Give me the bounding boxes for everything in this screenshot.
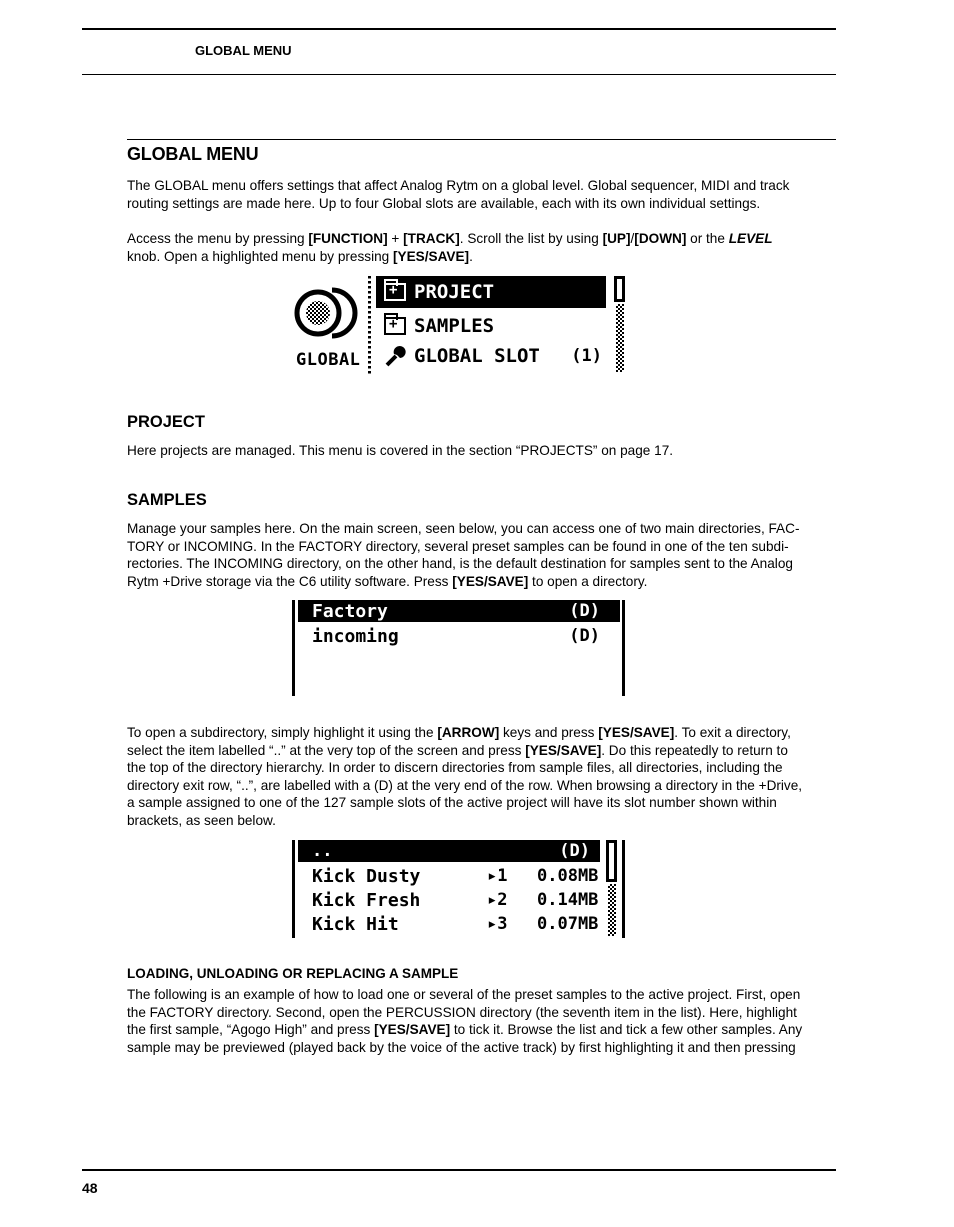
loading-line: The following is an example of how to load one or several of the preset samples to the active project. First, open xyxy=(127,987,801,1002)
subdir-line: a sample assigned to one of the 127 sample slots of the active project will have its slot number shown within xyxy=(127,795,777,810)
loading-title: LOADING, UNLOADING OR REPLACING A SAMPLE xyxy=(127,966,459,981)
samples-line: rectories. The INCOMING directory, on the other hand, is the default destination for samples sent to the Analog xyxy=(127,556,793,571)
right-frame xyxy=(622,840,625,938)
global-label: GLOBAL xyxy=(296,350,361,370)
file-row[interactable]: Kick Dusty ▸1 0.08MB xyxy=(312,865,599,887)
subdir-line: directory exit row, “..”, are labelled with a (D) at the very end of the row. When browsing a directory in the +Drive, xyxy=(127,777,803,793)
subdir-line: the top of the directory hierarchy. In order to discern directories from sample files, all directories, including the xyxy=(127,760,783,775)
subdirectory-paragraph xyxy=(127,724,839,829)
samples-line-last: Rytm +Drive storage via the C6 utility software. Press [YES/SAVE] to open a directory. xyxy=(127,573,648,589)
intro-line: The GLOBAL menu offers settings that affect Analog Rytm on a global level. Global sequencer, MIDI and track xyxy=(127,178,790,193)
scrollbar-track xyxy=(616,304,624,372)
lcd-directories xyxy=(288,598,628,700)
header-bottom-rule xyxy=(82,74,836,75)
menu-item-project[interactable]: + PROJECT xyxy=(376,276,606,308)
samples-line: Manage your samples here. On the main screen, seen below, you can access one of two main directories, FAC- xyxy=(127,521,800,536)
running-header: GLOBAL MENU xyxy=(195,43,292,58)
dir-row-factory[interactable]: Factory (D) xyxy=(298,600,620,622)
page-number: 48 xyxy=(82,1180,98,1196)
file-row[interactable]: Kick Fresh ▸2 0.14MB xyxy=(312,889,599,911)
lcd-sample-files xyxy=(288,838,628,940)
loading-line: the first sample, “Agogo High” and press [YES/SAVE] to tick it. Browse the list and tick a few other samples. Any xyxy=(127,1022,803,1037)
left-frame xyxy=(292,600,295,696)
lcd-global-menu xyxy=(288,272,628,376)
subdir-line-2: select the item labelled “..” at the very top of the screen and press [YES/SAVE]. Do this repeatedly to return to xyxy=(127,742,788,758)
samples-line: TORY or INCOMING. In the FACTORY directory, several preset samples can be found in one of the ten subdi- xyxy=(127,538,789,554)
scrollbar-track xyxy=(608,884,616,936)
dir-row-incoming[interactable]: incoming (D) xyxy=(312,625,600,647)
menu-item-global-slot[interactable]: GLOBAL SLOT (1) xyxy=(376,342,606,370)
project-paragraph: Here projects are managed. This menu is covered in the section “PROJECTS” on page 17. xyxy=(127,443,674,458)
folder-plus-icon xyxy=(384,283,406,301)
access-line-2: knob. Open a highlighted menu by pressing [YES/SAVE]. xyxy=(127,248,473,264)
subdir-line-1: To open a subdirectory, simply highlight it using the [ARROW] keys and press [YES/SAVE]. To exit a directory, xyxy=(127,725,791,740)
scrollbar-thumb[interactable] xyxy=(614,276,625,302)
section-rule xyxy=(127,139,836,140)
header-top-rule xyxy=(82,28,836,30)
file-row-parent[interactable]: .. (D) xyxy=(298,840,600,862)
file-row[interactable]: Kick Hit ▸3 0.07MB xyxy=(312,913,599,935)
section-title: GLOBAL MENU xyxy=(127,144,259,164)
global-logo-icon xyxy=(292,286,368,340)
folder-plus-icon xyxy=(384,317,406,335)
intro-line: routing settings are made here. Up to four Global slots are available, each with its own individual settings. xyxy=(127,195,761,211)
samples-title: SAMPLES xyxy=(127,491,207,509)
right-frame xyxy=(622,600,625,696)
divider-dots xyxy=(368,276,371,374)
wrench-icon xyxy=(384,345,406,367)
footer-rule xyxy=(82,1169,836,1171)
scrollbar-thumb[interactable] xyxy=(606,840,617,882)
menu-item-samples[interactable]: + SAMPLES xyxy=(376,312,606,340)
subdir-line: brackets, as seen below. xyxy=(127,812,276,828)
left-frame xyxy=(292,840,295,938)
access-paragraph xyxy=(127,230,839,265)
access-line-1: Access the menu by pressing [FUNCTION] + [TRACK]. Scroll the list by using [UP]/[DOWN] or the LEVEL xyxy=(127,231,773,246)
project-title: PROJECT xyxy=(127,413,205,431)
loading-line: the FACTORY directory. Second, open the PERCUSSION directory (the seventh item in the list). Here, highlight xyxy=(127,1004,797,1020)
loading-paragraph xyxy=(127,986,839,1056)
intro-paragraph xyxy=(127,177,839,212)
samples-paragraph xyxy=(127,520,839,590)
loading-line: sample may be previewed (played back by the voice of the active track) by first highlighting it and then pressing xyxy=(127,1039,796,1055)
